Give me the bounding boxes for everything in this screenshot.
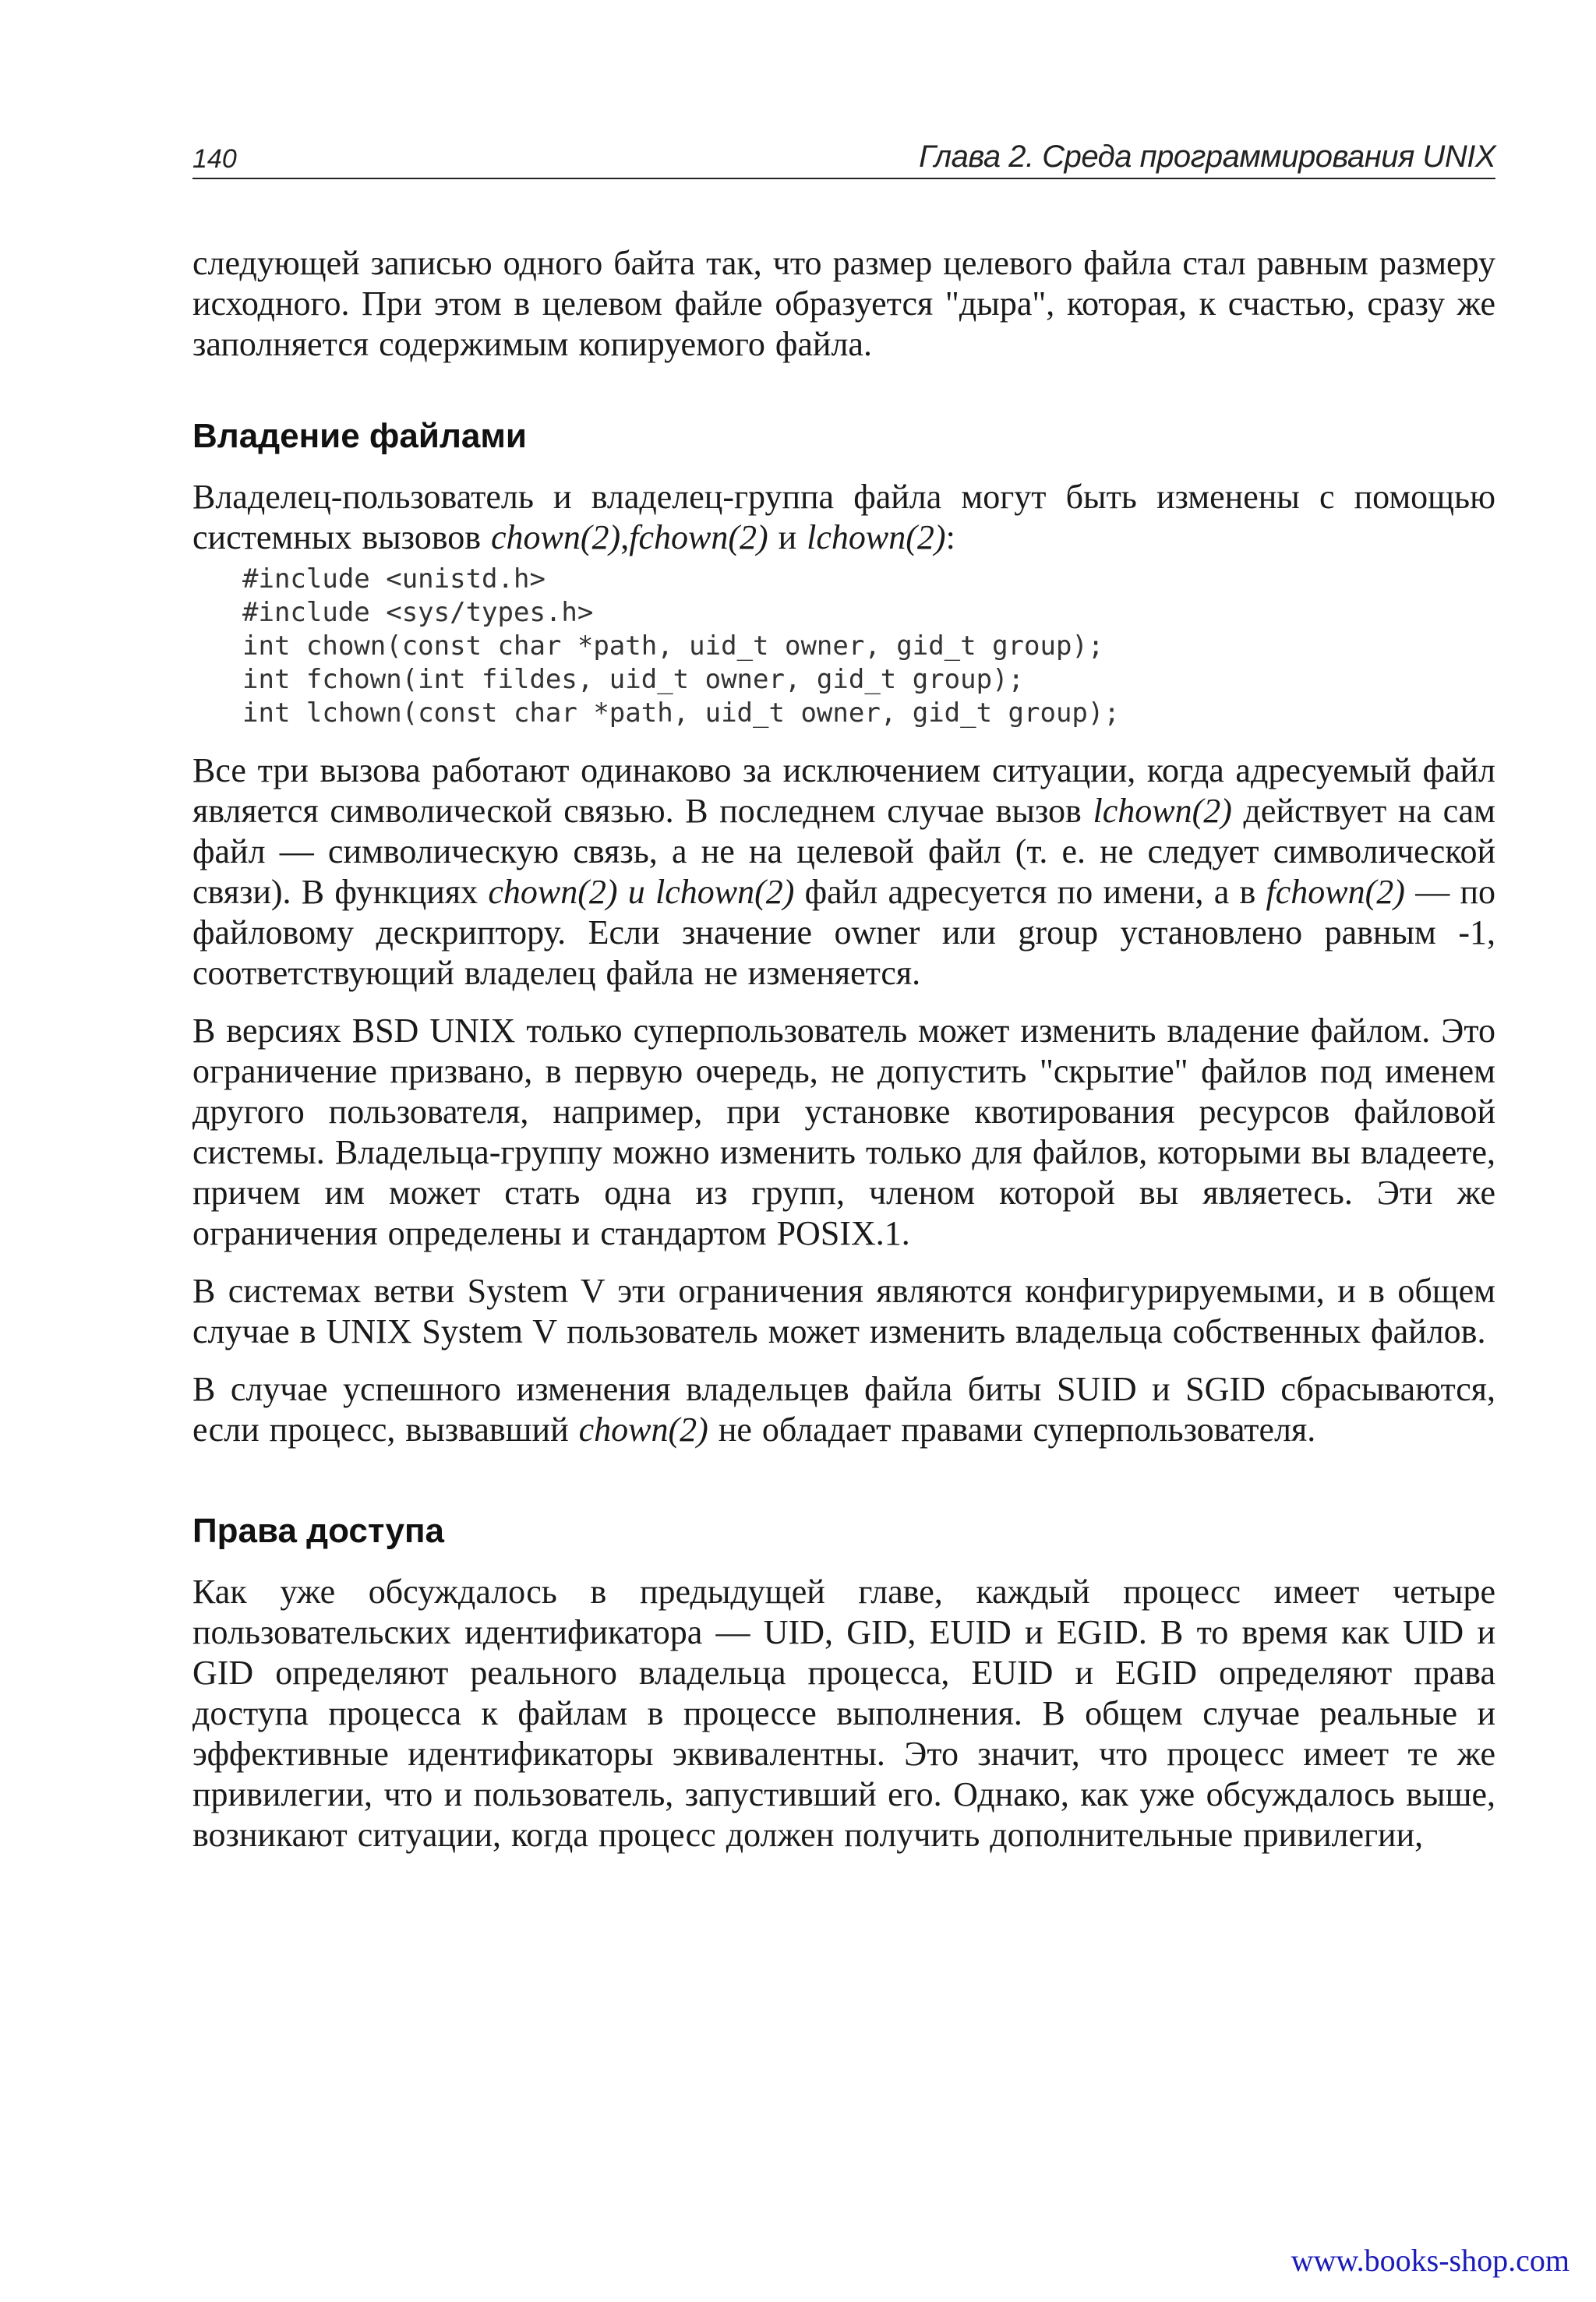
- function-name: chown(2): [491, 518, 621, 556]
- code-line: int fchown(int fildes, uid_t owner, gid_t group);: [242, 664, 1025, 695]
- ownership-paragraph-4: В системах ветви System V эти ограничения являются конфигурируемыми, и в общем случае в UNIX System V пользователь может изменить владельца собственных файлов.: [192, 1272, 1495, 1350]
- text-run: — по файловому дескриптору. Если значение owner или group установлено равным -1, соответствующий владелец файла не изменяется.: [192, 873, 1495, 992]
- running-header: [192, 134, 1495, 179]
- function-name: chown(2): [578, 1411, 708, 1449]
- page-number: 140: [192, 144, 237, 174]
- text-run: не обладает правами суперпользователя.: [708, 1411, 1316, 1449]
- chapter-title: Глава 2. Среда программирования UNIX: [919, 139, 1495, 174]
- function-name: lchown(2): [1093, 792, 1232, 830]
- code-line: int lchown(const char *path, uid_t owner, gid_t group);: [242, 697, 1120, 729]
- access-rights-paragraph-1: Как уже обсуждалось в предыдущей главе, каждый процесс имеет четыре пользовательских идентификатора — UID, GID, EUID и EGID. В то время как UID и GID определяют реального владельца процесса, EUID и EGID определяют права доступа процесса к файлам в процессе выполнения. В общем случае реальные и эффективные идентификаторы эквивалентны. Это значит, что процесс имеет те же привилегии, что и пользователь, запустивший его. Однако, как уже обсуждалось выше, возникают ситуации, когда процесс должен получить дополнительные привилегии,: [192, 1573, 1495, 1854]
- main-text-column: [192, 243, 1495, 1855]
- ownership-paragraph-3: В версиях BSD UNIX только суперпользователь может изменить владение файлом. Это ограничение призвано, в первую очередь, не допустить "скрытие" файлов под именем другого пользователя, например, при установке квотирования ресурсов файловой системы. Владельца-группу можно изменить только для файлов, которыми вы владеете, причем им может стать одна из групп, членом которой вы являетесь. Эти же ограничения определены и стандартом POSIX.1.: [192, 1012, 1495, 1252]
- function-name: chown(2) и lchown(2): [488, 873, 795, 911]
- text-run: действует на сам файл — символическую связь, а не на целевой файл (т. е. не следует символической связи). В функциях: [192, 792, 1496, 911]
- text-run: Владелец-пользователь и владелец-группа файла могут быть изменены с помощью системных вызовов: [192, 478, 1495, 556]
- ownership-paragraph-1: [192, 477, 1495, 558]
- text-run: ,: [620, 518, 630, 556]
- intro-paragraph: следующей записью одного байта так, что размер целевого файла стал равным размеру исходного. При этом в целевом файле образуется "дыра", которая, к счастью, сразу же заполняется содержимым копируемого файла.: [192, 244, 1495, 363]
- section-heading-file-ownership: Владение файлами: [192, 417, 527, 455]
- text-run: :: [945, 518, 955, 556]
- function-name: fchown(2): [1266, 873, 1405, 911]
- text-run: В случае успешного изменения владельцев файла биты SUID и SGID сбрасываются, если процесс, вызвавший: [192, 1370, 1495, 1449]
- section-heading-access-rights: Права доступа: [192, 1512, 444, 1550]
- ownership-paragraph-2: [192, 750, 1495, 994]
- text-run: и: [768, 518, 807, 556]
- watermark-text: www.books-shop.com: [1291, 2243, 1570, 2278]
- function-name: fchown(2): [629, 518, 768, 556]
- function-name: lchown(2): [807, 518, 946, 556]
- code-line: #include <sys/types.h>: [242, 597, 594, 628]
- ownership-paragraph-5: [192, 1369, 1495, 1450]
- text-run: Все три вызова работают одинаково за исключением ситуации, когда адресуемый файл является символической связью. В последнем случае вызов: [192, 751, 1495, 830]
- code-listing: [242, 563, 1495, 730]
- code-line: #include <unistd.h>: [242, 563, 546, 595]
- code-line: int chown(const char *path, uid_t owner, gid_t group);: [242, 630, 1104, 662]
- text-run: файл адресуется по имени, а в: [794, 873, 1266, 911]
